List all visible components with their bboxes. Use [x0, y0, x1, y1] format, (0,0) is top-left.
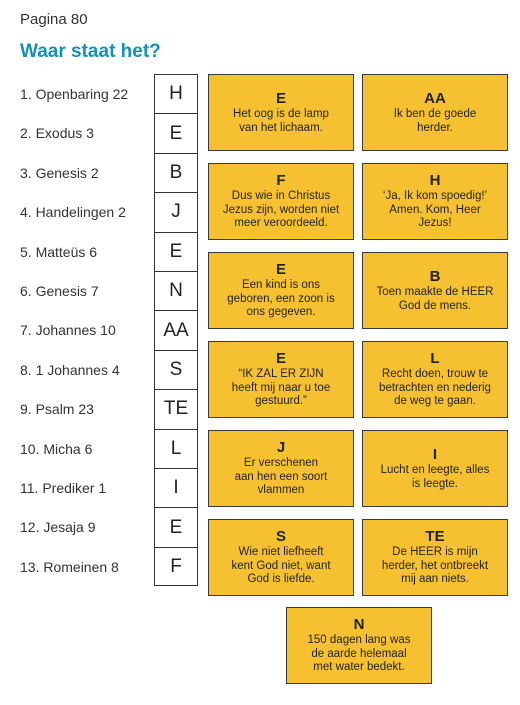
card-letter: N: [353, 616, 365, 634]
clue-card: [286, 607, 432, 684]
reference-label: 2. Exodus 3: [20, 125, 94, 142]
reference-label: 10. Micha 6: [20, 440, 93, 457]
page-title: Waar staat het?: [20, 41, 161, 62]
answer-box: S: [155, 351, 197, 390]
clue-card: [362, 163, 508, 240]
answer-box: B: [155, 154, 197, 193]
card-text: Dus wie in Christus Jezus zijn, worden niet meer veroordeeld.: [222, 190, 340, 230]
card-letter: TE: [425, 528, 445, 546]
reference-label: 1. Openbaring 22: [20, 86, 129, 102]
answer-box: E: [155, 233, 197, 272]
answer-column: [154, 74, 198, 586]
page-number: Pagina 80: [20, 11, 88, 28]
card-letter: F: [276, 172, 286, 190]
reference-label: 5. Matteüs 6: [20, 243, 98, 260]
reference-label: 4. Handelingen 2: [20, 204, 126, 221]
answer-box: E: [155, 508, 197, 547]
card-text: Ik ben de goede herder.: [393, 108, 477, 134]
clue-card: [208, 341, 354, 418]
reference-label: 8. 1 Johannes 4: [20, 361, 120, 378]
answer-box: N: [155, 272, 197, 311]
reference-label: 12. Jesaja 9: [20, 519, 96, 536]
card-text: Het oog is de lamp van het lichaam.: [233, 108, 329, 134]
card-letter: E: [275, 261, 286, 279]
card-text: Er verschenen aan hen een soort vlammen: [234, 457, 328, 497]
answer-box: I: [155, 469, 197, 508]
card-text: Lucht en leegte, alles is leegte.: [380, 464, 490, 490]
clue-card: [362, 74, 508, 151]
answer-box: L: [155, 430, 197, 469]
clue-card: [208, 430, 354, 507]
answer-box: J: [155, 193, 197, 232]
clue-card: [362, 430, 508, 507]
reference-label: 6. Genesis 7: [20, 283, 99, 299]
answer-box: E: [155, 114, 197, 153]
card-text: De HEER is mijn herder, het ontbreekt mij aan niets.: [381, 546, 489, 586]
answer-box: TE: [155, 390, 197, 429]
clue-card: [208, 163, 354, 240]
card-letter: E: [275, 350, 286, 368]
card-letter: I: [432, 446, 438, 463]
reference-label: 13. Romeinen 8: [20, 558, 119, 575]
card-letter: J: [276, 439, 286, 457]
answer-box: AA: [155, 311, 197, 350]
card-letter: E: [275, 90, 286, 107]
reference-label: 11. Prediker 1: [20, 480, 107, 496]
clue-card: [208, 74, 354, 151]
answer-box: H: [155, 75, 197, 114]
clue-card: [208, 519, 354, 596]
clue-card: [362, 519, 508, 596]
answer-box: F: [170, 556, 182, 578]
card-letter: H: [429, 172, 441, 190]
card-letter: B: [429, 268, 441, 285]
card-text: Recht doen, trouw te betrachten en nederig de weg te gaan.: [379, 368, 491, 408]
reference-label: 9. Psalm 23: [20, 401, 94, 418]
clue-card: [362, 341, 508, 418]
card-text: Wie niet liefheeft kent God niet, want God is liefde.: [231, 546, 331, 586]
card-letter: S: [275, 528, 286, 546]
clue-card: [362, 252, 508, 329]
card-letter: L: [430, 350, 440, 368]
card-text: Toen maakte de HEER God de mens.: [376, 286, 494, 312]
card-text: ‘Ja, Ik kom spoedig!’ Amen. Kom, Heer Jezus!: [382, 190, 488, 230]
reference-label: 3. Genesis 2: [20, 164, 99, 181]
clue-card: [208, 252, 354, 329]
card-text: “IK ZAL ER ZIJN heeft mij naar u toe gestuurd.”: [231, 368, 331, 408]
card-letter: AA: [424, 90, 446, 107]
reference-label: 7. Johannes 10: [20, 322, 116, 339]
card-text: Een kind is ons geboren, een zoon is ons gegeven.: [227, 279, 335, 319]
card-text: 150 dagen lang was de aarde helemaal met water bedekt.: [307, 634, 411, 674]
